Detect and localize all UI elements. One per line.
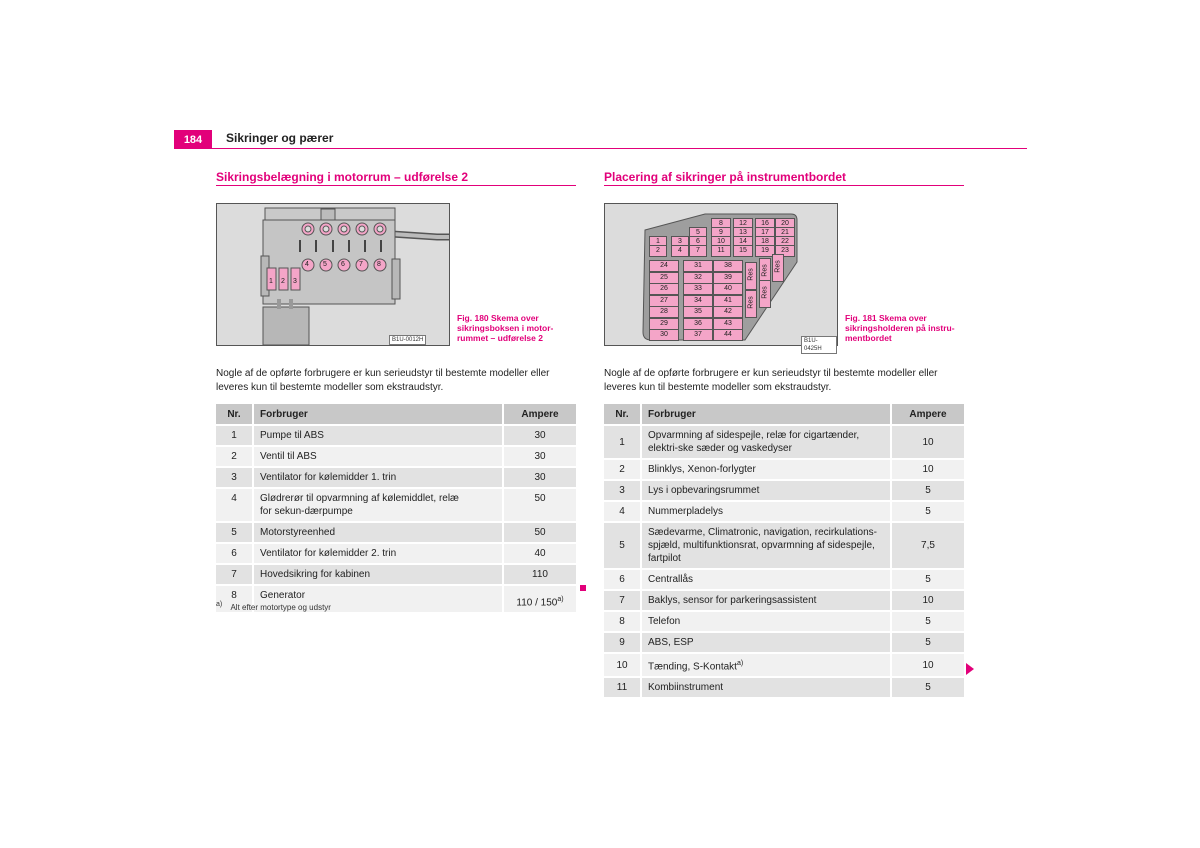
table-row bbox=[604, 522, 964, 569]
section-end-mark bbox=[580, 585, 586, 591]
dashboard-fuse-holder-figure bbox=[604, 203, 838, 352]
row-ampere: 110 bbox=[503, 564, 576, 585]
table-row bbox=[216, 564, 576, 585]
left-fuse-table bbox=[216, 404, 576, 614]
fuse-slot: 17 bbox=[755, 227, 775, 239]
fuse-slot: 7 bbox=[689, 245, 707, 257]
row-nr: 1 bbox=[604, 425, 641, 459]
row-ampere: 5 bbox=[891, 480, 964, 501]
row-consumer bbox=[641, 590, 891, 611]
row-ampere: 30 bbox=[503, 467, 576, 488]
fuse-slot: 11 bbox=[711, 245, 731, 257]
row-ampere: 10 bbox=[891, 459, 964, 480]
reserve-label: Res bbox=[774, 260, 782, 273]
fuse-slot: 41 bbox=[713, 295, 743, 307]
table-row bbox=[604, 611, 964, 632]
fuse-slot: 2 bbox=[649, 245, 667, 257]
row-consumer bbox=[641, 425, 891, 459]
col-ampere: Ampere bbox=[891, 404, 964, 425]
image-tag: B1U-0425H bbox=[801, 336, 837, 354]
row-ampere: 110 / 150 bbox=[516, 597, 558, 608]
row-consumer bbox=[641, 501, 891, 522]
row-ampere: 10 bbox=[891, 425, 964, 459]
reserve-label: Res bbox=[747, 268, 755, 281]
col-consumer: Forbruger bbox=[253, 404, 503, 425]
consumer-text: Tænding, S-Kontakt bbox=[648, 661, 737, 673]
fuse-slot: 15 bbox=[733, 245, 753, 257]
col-consumer: Forbruger bbox=[641, 404, 891, 425]
fuse-slot: 13 bbox=[733, 227, 753, 239]
table-row bbox=[604, 590, 964, 611]
table-row bbox=[604, 677, 964, 698]
fuse-slot: 39 bbox=[713, 272, 743, 284]
row-nr: 4 bbox=[216, 488, 253, 522]
fuse-label-mid-5: 5 bbox=[323, 261, 327, 268]
fuse-slot: 3 bbox=[671, 236, 689, 248]
row-ampere: 5 bbox=[891, 611, 964, 632]
left-figure-caption bbox=[457, 313, 553, 343]
reserve-fuse bbox=[745, 262, 757, 290]
row-consumer bbox=[641, 522, 891, 569]
chapter-title: Sikringer og pærer bbox=[226, 131, 334, 145]
row-ampere: 10 bbox=[891, 590, 964, 611]
right-intro bbox=[604, 367, 964, 395]
fuse-slot: 9 bbox=[711, 227, 731, 239]
table-row bbox=[604, 459, 964, 480]
consumer-text: Sædevarme, Climatronic, navigation, recirkulations-spjæld, multifunktionsrat, opvarmning af sidespejle, fartpilot bbox=[648, 527, 877, 564]
row-ampere: 30 bbox=[503, 446, 576, 467]
fuse-slot: 26 bbox=[649, 283, 679, 295]
caption-line: sikringsholderen på instru- bbox=[845, 323, 955, 333]
col-nr: Nr. bbox=[604, 404, 641, 425]
row-consumer bbox=[641, 653, 891, 677]
reserve-label: Res bbox=[761, 286, 769, 299]
engine-fuse-box-figure bbox=[216, 203, 450, 346]
row-ampere: 10 bbox=[891, 653, 964, 677]
fuse-slot: 27 bbox=[649, 295, 679, 307]
footnote bbox=[216, 601, 331, 612]
caption-line: rummet – udførelse 2 bbox=[457, 333, 543, 343]
table-row bbox=[604, 653, 964, 677]
row-consumer bbox=[641, 632, 891, 653]
row-consumer bbox=[641, 611, 891, 632]
fuse-slot: 40 bbox=[713, 283, 743, 295]
fuse-slot: 16 bbox=[755, 218, 775, 230]
right-fuse-table bbox=[604, 404, 964, 699]
reserve-label: Res bbox=[747, 296, 755, 309]
row-ampere: 5 bbox=[891, 632, 964, 653]
row-consumer: Ventilator for kølemidder 1. trin bbox=[253, 467, 503, 488]
fuse-slot: 36 bbox=[683, 318, 713, 330]
table-row bbox=[216, 446, 576, 467]
fuse-slot: 31 bbox=[683, 260, 713, 272]
footnote-text: Alt efter motortype og udstyr bbox=[230, 602, 331, 612]
fuse-slot: 25 bbox=[649, 272, 679, 284]
footnote-ref: a) bbox=[557, 595, 564, 603]
fuse-slot: 18 bbox=[755, 236, 775, 248]
consumer-text: Baklys, sensor for parkeringsassistent bbox=[648, 595, 817, 606]
fuse-slot: 38 bbox=[713, 260, 743, 272]
fuse-label-2: 2 bbox=[281, 278, 285, 285]
fuse-slot: 42 bbox=[713, 306, 743, 318]
table-row bbox=[216, 522, 576, 543]
row-ampere: 50 bbox=[503, 522, 576, 543]
table-row bbox=[604, 501, 964, 522]
fuse-slot: 12 bbox=[733, 218, 753, 230]
footnote-ref: a) bbox=[736, 660, 744, 667]
row-nr: 5 bbox=[604, 522, 641, 569]
row-ampere: 50 bbox=[503, 488, 576, 522]
fuse-slot: 8 bbox=[711, 218, 731, 230]
table-row bbox=[216, 425, 576, 446]
col-ampere: Ampere bbox=[503, 404, 576, 425]
row-consumer: Ventilator for kølemidder 2. trin bbox=[253, 543, 503, 564]
row-ampere: 40 bbox=[503, 543, 576, 564]
fuse-label-mid-7: 7 bbox=[359, 261, 363, 268]
row-nr: 6 bbox=[604, 569, 641, 590]
row-ampere: 30 bbox=[503, 425, 576, 446]
fuse-slot: 1 bbox=[649, 236, 667, 248]
row-nr: 9 bbox=[604, 632, 641, 653]
fuse-slot: 34 bbox=[683, 295, 713, 307]
consumer-text: Telefon bbox=[648, 616, 681, 627]
fuse-slot: 19 bbox=[755, 245, 775, 257]
row-consumer: Generator bbox=[253, 585, 503, 613]
row-consumer bbox=[641, 569, 891, 590]
right-section-title: Placering af sikringer på instrumentbordet bbox=[604, 170, 847, 184]
row-consumer bbox=[641, 459, 891, 480]
fuse-slot: 37 bbox=[683, 329, 713, 341]
fuse-slot: 44 bbox=[713, 329, 743, 341]
row-ampere: 7,5 bbox=[891, 522, 964, 569]
consumer-text: Kombiinstrument bbox=[648, 682, 724, 694]
fuse-slot: 23 bbox=[775, 245, 795, 257]
row-nr: 6 bbox=[216, 543, 253, 564]
row-nr: 1 bbox=[216, 425, 253, 446]
row-consumer: Glødrerør til opvarmning af kølemiddlet, relæ for sekun-dærpumpe bbox=[253, 488, 503, 522]
caption-line: Fig. 180 Skema over bbox=[457, 313, 539, 323]
header-rule bbox=[174, 148, 1027, 149]
consumer-text: Opvarmning af sidespejle, relæ for cigartænder, elektri-ske sæder og vaskedyser bbox=[648, 430, 860, 454]
row-nr: 2 bbox=[604, 459, 641, 480]
col-nr: Nr. bbox=[216, 404, 253, 425]
row-consumer: Ventil til ABS bbox=[253, 446, 503, 467]
engine-fuse-box-drawing bbox=[217, 204, 449, 345]
row-nr: 8 bbox=[216, 585, 253, 613]
left-intro bbox=[216, 367, 576, 395]
table-row bbox=[216, 488, 576, 522]
row-nr: 7 bbox=[604, 590, 641, 611]
row-consumer bbox=[641, 480, 891, 501]
left-section-title: Sikringsbelægning i motorrum – udførelse 2 bbox=[216, 170, 469, 184]
fuse-slot: 35 bbox=[683, 306, 713, 318]
row-nr: 5 bbox=[216, 522, 253, 543]
right-section-rule bbox=[604, 185, 964, 186]
fuse-slot: 6 bbox=[689, 236, 707, 248]
row-nr: 2 bbox=[216, 446, 253, 467]
reserve-label: Res bbox=[761, 264, 769, 277]
reserve-fuse bbox=[745, 290, 757, 318]
fuse-slot: 28 bbox=[649, 306, 679, 318]
caption-line: mentbordet bbox=[845, 333, 892, 343]
row-nr: 3 bbox=[216, 467, 253, 488]
reserve-fuse bbox=[772, 254, 784, 282]
row-nr: 3 bbox=[604, 480, 641, 501]
consumer-text: Centrallås bbox=[648, 574, 694, 585]
fuse-slot: 20 bbox=[775, 218, 795, 230]
consumer-text: ABS, ESP bbox=[648, 637, 694, 648]
fuse-slot: 10 bbox=[711, 236, 731, 248]
fuse-slot: 29 bbox=[649, 318, 679, 330]
fuse-slot: 21 bbox=[775, 227, 795, 239]
fuse-label-mid-6: 6 bbox=[341, 261, 345, 268]
page-number: 184 bbox=[174, 130, 212, 148]
fuse-slot: 5 bbox=[689, 227, 707, 239]
consumer-text: Lys i opbevaringsrummet bbox=[648, 485, 760, 496]
table-row bbox=[604, 569, 964, 590]
fuse-slot: 32 bbox=[683, 272, 713, 284]
footnote-mark: a) bbox=[216, 601, 223, 608]
fuse-slot: 30 bbox=[649, 329, 679, 341]
fuse-label-mid-4: 4 bbox=[305, 261, 309, 268]
fuse-label-3: 3 bbox=[293, 278, 297, 285]
left-section-rule bbox=[216, 185, 576, 186]
row-nr: 7 bbox=[216, 564, 253, 585]
fuse-slot: 43 bbox=[713, 318, 743, 330]
row-consumer: Pumpe til ABS bbox=[253, 425, 503, 446]
right-figure-caption bbox=[845, 313, 955, 343]
continue-arrow-icon bbox=[966, 663, 974, 675]
row-ampere: 5 bbox=[891, 677, 964, 698]
row-ampere: 5 bbox=[891, 569, 964, 590]
fuse-slot: 33 bbox=[683, 283, 713, 295]
intro-line: leveres kun til bestemte modeller som ekstraudstyr. bbox=[216, 382, 444, 393]
caption-line: sikringsboksen i motor- bbox=[457, 323, 554, 333]
consumer-text: Blinklys, Xenon-forlygter bbox=[648, 464, 756, 475]
row-consumer bbox=[641, 677, 891, 698]
fuse-slot: 22 bbox=[775, 236, 795, 248]
table-row bbox=[604, 632, 964, 653]
fuse-slot: 24 bbox=[649, 260, 679, 272]
table-row bbox=[216, 467, 576, 488]
intro-line: Nogle af de opførte forbrugere er kun serieudstyr til bestemte modeller eller bbox=[604, 368, 938, 379]
intro-line: leveres kun til bestemte modeller som ekstraudstyr. bbox=[604, 382, 832, 393]
consumer-text: Nummerpladelys bbox=[648, 506, 724, 517]
table-row bbox=[216, 543, 576, 564]
fuse-slot: 4 bbox=[671, 245, 689, 257]
row-nr: 8 bbox=[604, 611, 641, 632]
row-consumer: Hovedsikring for kabinen bbox=[253, 564, 503, 585]
row-consumer: Motorstyreenhed bbox=[253, 522, 503, 543]
image-tag: B1U-0012H bbox=[389, 335, 426, 345]
reserve-fuse bbox=[759, 280, 771, 308]
fuse-label-mid-8: 8 bbox=[377, 261, 381, 268]
intro-line: Nogle af de opførte forbrugere er kun serieudstyr til bestemte modeller eller bbox=[216, 368, 550, 379]
fuse-label-1: 1 bbox=[269, 278, 273, 285]
row-nr: 11 bbox=[604, 677, 641, 698]
fuse-slot: 14 bbox=[733, 236, 753, 248]
table-row bbox=[604, 425, 964, 459]
caption-line: Fig. 181 Skema over bbox=[845, 313, 927, 323]
row-nr: 10 bbox=[604, 653, 641, 677]
table-row bbox=[604, 480, 964, 501]
row-nr: 4 bbox=[604, 501, 641, 522]
row-ampere: 5 bbox=[891, 501, 964, 522]
